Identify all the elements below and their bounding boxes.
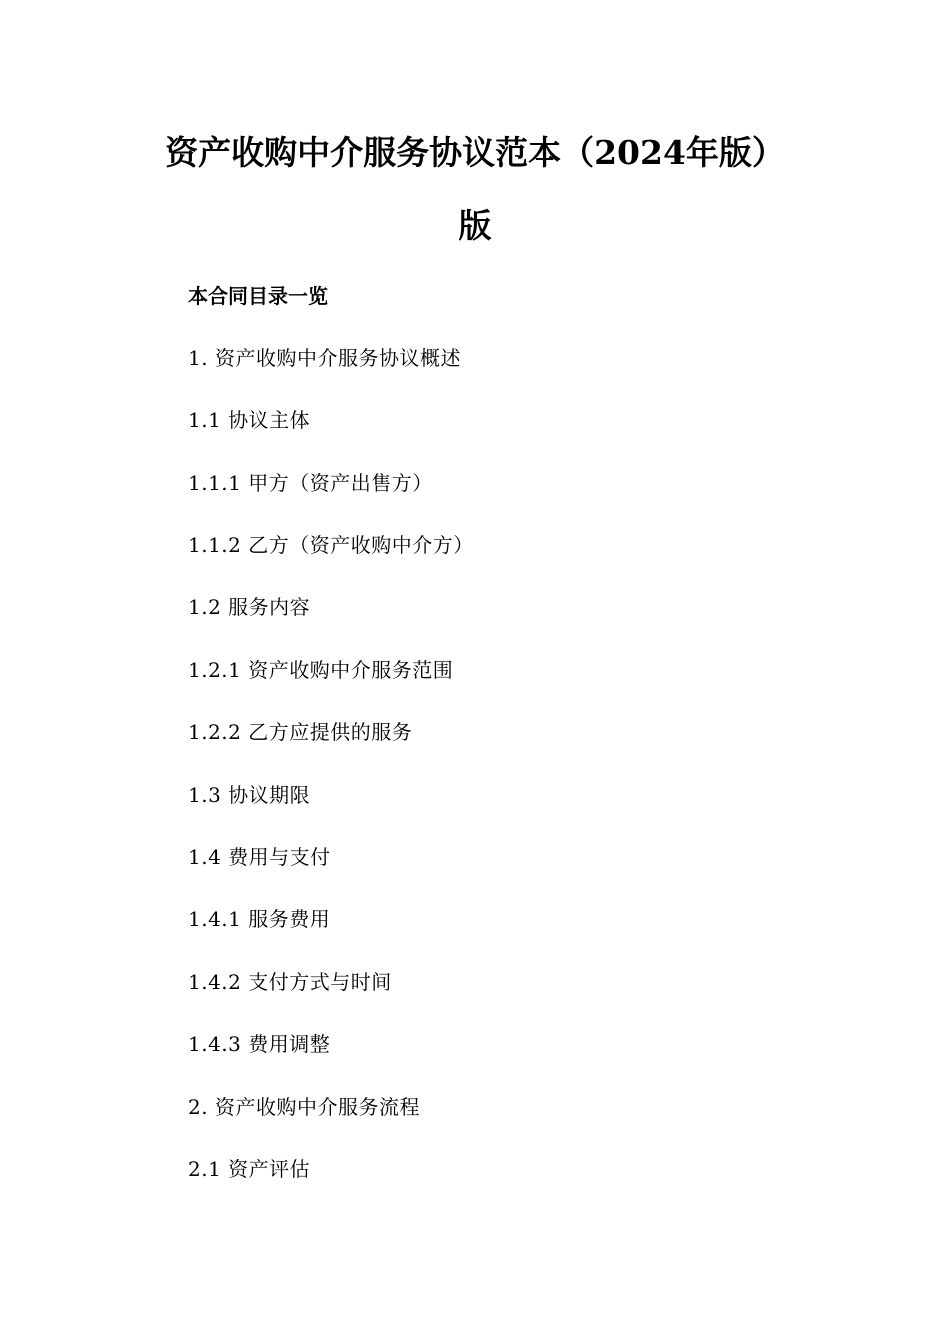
toc-item: 2. 资产收购中介服务流程	[188, 1095, 420, 1119]
toc-item: 1.3 协议期限	[188, 783, 311, 807]
document-title: 资产收购中介服务协议范本（2024年版）	[165, 133, 785, 172]
toc-item: 1.1 协议主体	[188, 408, 311, 432]
document-title-continuation: 版	[458, 206, 492, 245]
toc-item: 1.4.1 服务费用	[188, 907, 331, 931]
toc-item: 1.2.1 资产收购中介服务范围	[188, 658, 454, 682]
toc-item: 1. 资产收购中介服务协议概述	[188, 346, 461, 370]
toc-item: 1.1.2 乙方（资产收购中介方）	[188, 533, 474, 557]
toc-item: 1.1.1 甲方（资产出售方）	[188, 471, 433, 495]
toc-item: 1.4 费用与支付	[188, 845, 331, 869]
toc-item: 1.4.3 费用调整	[188, 1032, 331, 1056]
toc-item: 1.4.2 支付方式与时间	[188, 970, 392, 994]
toc-item: 2.1 资产评估	[188, 1157, 311, 1181]
toc-heading: 本合同目录一览	[188, 284, 328, 308]
toc-item: 1.2.2 乙方应提供的服务	[188, 720, 413, 744]
toc-item: 1.2 服务内容	[188, 595, 311, 619]
